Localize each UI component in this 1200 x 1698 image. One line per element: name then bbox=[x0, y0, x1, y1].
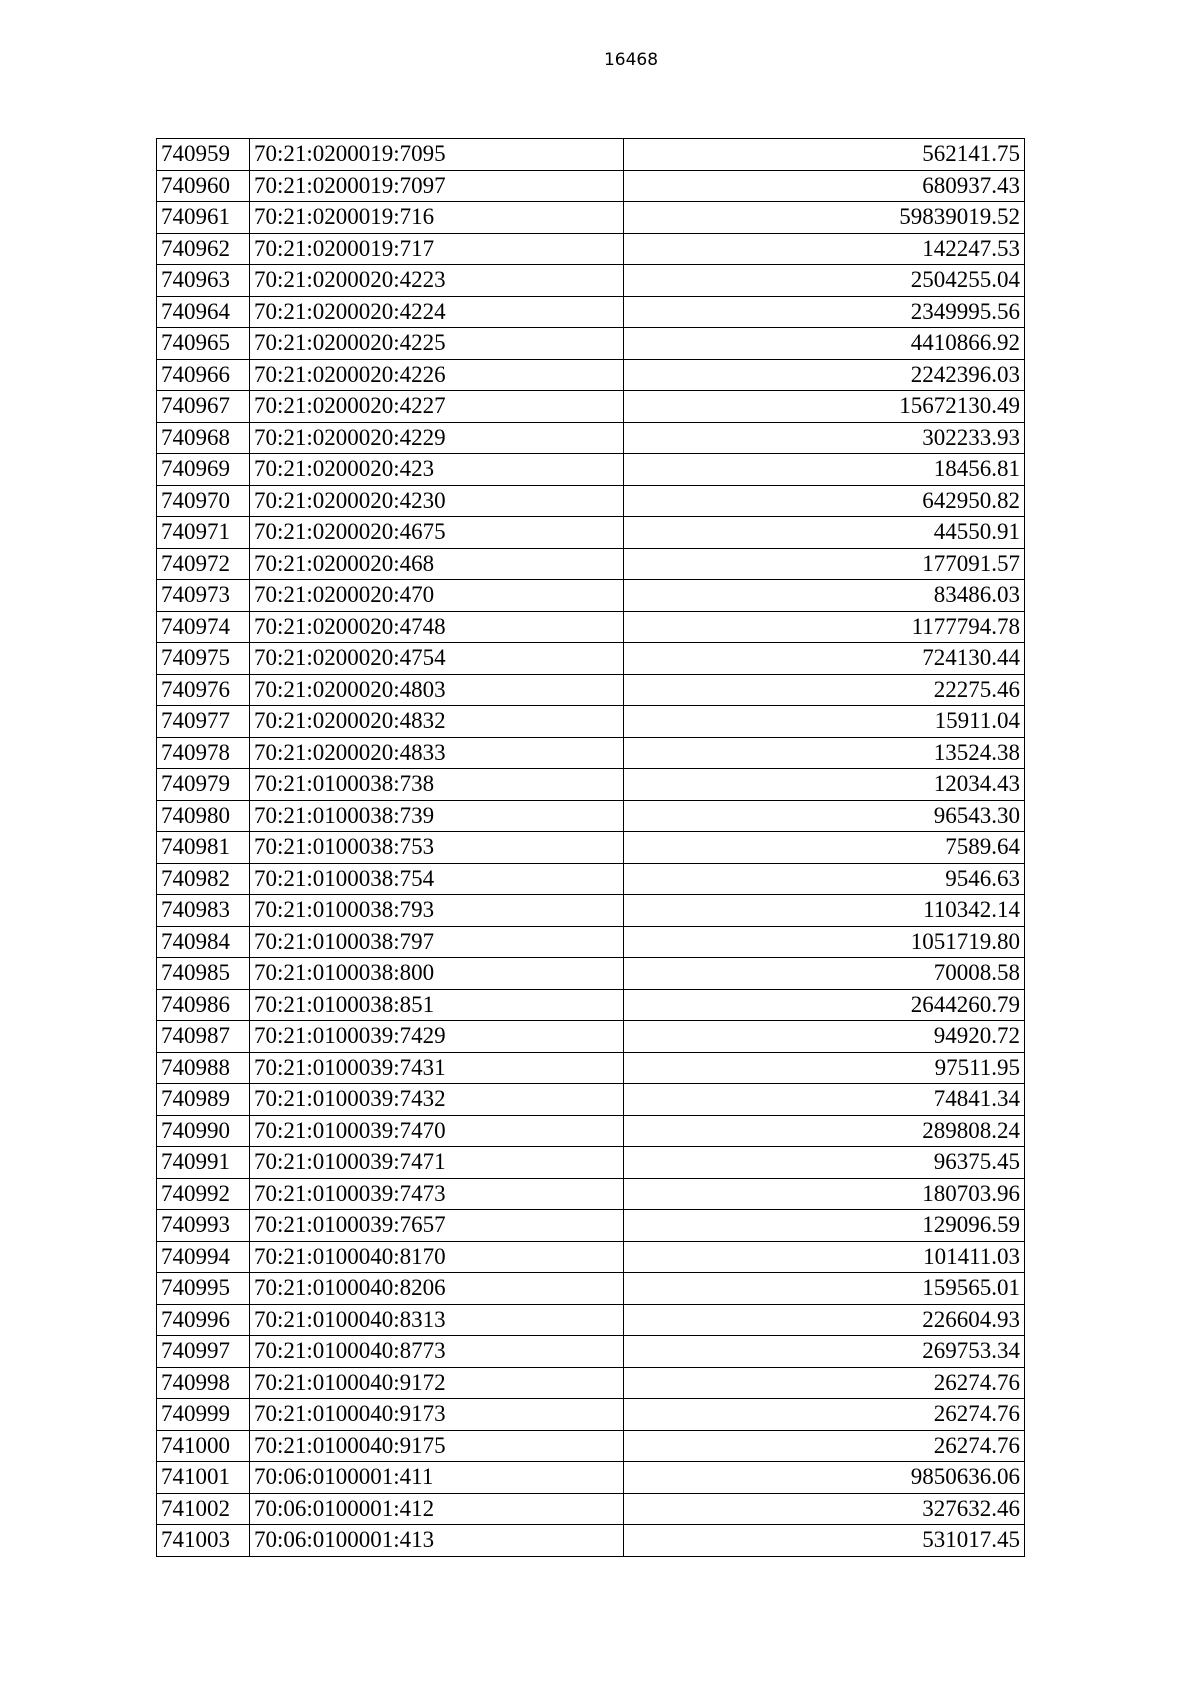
row-number-cell: 740988 bbox=[157, 1052, 250, 1084]
table-row bbox=[157, 674, 1025, 706]
cadastral-number-cell: 70:21:0100039:7429 bbox=[250, 1021, 624, 1053]
table-row bbox=[157, 1052, 1025, 1084]
value-cell: 96375.45 bbox=[624, 1147, 1025, 1179]
cadastral-number-cell: 70:21:0200020:423 bbox=[250, 454, 624, 486]
cadastral-number-cell: 70:21:0100039:7657 bbox=[250, 1210, 624, 1242]
table-row bbox=[157, 359, 1025, 391]
value-cell: 269753.34 bbox=[624, 1336, 1025, 1368]
table-row bbox=[157, 895, 1025, 927]
cadastral-number-cell: 70:21:0200019:717 bbox=[250, 233, 624, 265]
value-cell: 724130.44 bbox=[624, 643, 1025, 675]
value-cell: 680937.43 bbox=[624, 170, 1025, 202]
cadastral-number-cell: 70:21:0100038:793 bbox=[250, 895, 624, 927]
table-row bbox=[157, 391, 1025, 423]
row-number-cell: 740984 bbox=[157, 926, 250, 958]
table-row bbox=[157, 926, 1025, 958]
row-number-cell: 740998 bbox=[157, 1367, 250, 1399]
row-number-cell: 740980 bbox=[157, 800, 250, 832]
cadastral-number-cell: 70:21:0200020:4223 bbox=[250, 265, 624, 297]
table-row bbox=[157, 706, 1025, 738]
table-row bbox=[157, 989, 1025, 1021]
value-cell: 2242396.03 bbox=[624, 359, 1025, 391]
value-cell: 18456.81 bbox=[624, 454, 1025, 486]
value-cell: 9546.63 bbox=[624, 863, 1025, 895]
cadastral-number-cell: 70:21:0100040:8313 bbox=[250, 1304, 624, 1336]
value-cell: 2644260.79 bbox=[624, 989, 1025, 1021]
value-cell: 15672130.49 bbox=[624, 391, 1025, 423]
row-number-cell: 740969 bbox=[157, 454, 250, 486]
row-number-cell: 740993 bbox=[157, 1210, 250, 1242]
row-number-cell: 740975 bbox=[157, 643, 250, 675]
value-cell: 26274.76 bbox=[624, 1367, 1025, 1399]
table-row bbox=[157, 202, 1025, 234]
value-cell: 159565.01 bbox=[624, 1273, 1025, 1305]
row-number-cell: 740994 bbox=[157, 1241, 250, 1273]
value-cell: 94920.72 bbox=[624, 1021, 1025, 1053]
table-row bbox=[157, 1493, 1025, 1525]
value-cell: 70008.58 bbox=[624, 958, 1025, 990]
table-row bbox=[157, 1115, 1025, 1147]
value-cell: 226604.93 bbox=[624, 1304, 1025, 1336]
row-number-cell: 740997 bbox=[157, 1336, 250, 1368]
value-cell: 74841.34 bbox=[624, 1084, 1025, 1116]
row-number-cell: 740970 bbox=[157, 485, 250, 517]
cadastral-number-cell: 70:21:0200020:4224 bbox=[250, 296, 624, 328]
table-row bbox=[157, 517, 1025, 549]
table-row bbox=[157, 737, 1025, 769]
table-row bbox=[157, 1178, 1025, 1210]
row-number-cell: 740992 bbox=[157, 1178, 250, 1210]
row-number-cell: 740985 bbox=[157, 958, 250, 990]
row-number-cell: 740981 bbox=[157, 832, 250, 864]
cadastral-number-cell: 70:21:0200019:7097 bbox=[250, 170, 624, 202]
table-row bbox=[157, 1336, 1025, 1368]
cadastral-number-cell: 70:21:0100039:7432 bbox=[250, 1084, 624, 1116]
table-row bbox=[157, 328, 1025, 360]
table-row bbox=[157, 170, 1025, 202]
cadastral-number-cell: 70:21:0100038:753 bbox=[250, 832, 624, 864]
table-row bbox=[157, 1430, 1025, 1462]
cadastral-number-cell: 70:21:0200019:7095 bbox=[250, 139, 624, 171]
cadastral-number-cell: 70:21:0100038:851 bbox=[250, 989, 624, 1021]
row-number-cell: 740968 bbox=[157, 422, 250, 454]
table-row bbox=[157, 580, 1025, 612]
row-number-cell: 741001 bbox=[157, 1462, 250, 1494]
value-cell: 2504255.04 bbox=[624, 265, 1025, 297]
cadastral-number-cell: 70:06:0100001:413 bbox=[250, 1525, 624, 1557]
cadastral-number-cell: 70:21:0200020:4833 bbox=[250, 737, 624, 769]
table-row bbox=[157, 548, 1025, 580]
table-row bbox=[157, 1021, 1025, 1053]
row-number-cell: 740964 bbox=[157, 296, 250, 328]
row-number-cell: 740972 bbox=[157, 548, 250, 580]
cadastral-number-cell: 70:21:0100039:7471 bbox=[250, 1147, 624, 1179]
value-cell: 129096.59 bbox=[624, 1210, 1025, 1242]
table-row bbox=[157, 1210, 1025, 1242]
table-row bbox=[157, 1084, 1025, 1116]
value-cell: 96543.30 bbox=[624, 800, 1025, 832]
cadastral-number-cell: 70:21:0200020:4748 bbox=[250, 611, 624, 643]
value-cell: 531017.45 bbox=[624, 1525, 1025, 1557]
row-number-cell: 740977 bbox=[157, 706, 250, 738]
cadastral-number-cell: 70:21:0100040:9175 bbox=[250, 1430, 624, 1462]
cadastral-number-cell: 70:21:0200020:4225 bbox=[250, 328, 624, 360]
row-number-cell: 740996 bbox=[157, 1304, 250, 1336]
row-number-cell: 740989 bbox=[157, 1084, 250, 1116]
cadastral-number-cell: 70:21:0100038:800 bbox=[250, 958, 624, 990]
value-cell: 327632.46 bbox=[624, 1493, 1025, 1525]
cadastral-number-cell: 70:21:0200020:4229 bbox=[250, 422, 624, 454]
table-row bbox=[157, 296, 1025, 328]
row-number-cell: 740979 bbox=[157, 769, 250, 801]
row-number-cell: 740983 bbox=[157, 895, 250, 927]
cadastral-number-cell: 70:21:0100039:7473 bbox=[250, 1178, 624, 1210]
value-cell: 97511.95 bbox=[624, 1052, 1025, 1084]
value-cell: 59839019.52 bbox=[624, 202, 1025, 234]
value-cell: 302233.93 bbox=[624, 422, 1025, 454]
table-row bbox=[157, 454, 1025, 486]
value-cell: 12034.43 bbox=[624, 769, 1025, 801]
cadastral-number-cell: 70:21:0100038:739 bbox=[250, 800, 624, 832]
row-number-cell: 740990 bbox=[157, 1115, 250, 1147]
value-cell: 83486.03 bbox=[624, 580, 1025, 612]
value-cell: 562141.75 bbox=[624, 139, 1025, 171]
row-number-cell: 740991 bbox=[157, 1147, 250, 1179]
value-cell: 15911.04 bbox=[624, 706, 1025, 738]
value-cell: 26274.76 bbox=[624, 1430, 1025, 1462]
cadastral-number-cell: 70:21:0200020:4227 bbox=[250, 391, 624, 423]
row-number-cell: 740978 bbox=[157, 737, 250, 769]
value-cell: 642950.82 bbox=[624, 485, 1025, 517]
table-row bbox=[157, 611, 1025, 643]
table-row bbox=[157, 233, 1025, 265]
table-row bbox=[157, 863, 1025, 895]
cadastral-number-cell: 70:21:0200020:468 bbox=[250, 548, 624, 580]
cadastral-number-cell: 70:21:0200020:470 bbox=[250, 580, 624, 612]
value-cell: 2349995.56 bbox=[624, 296, 1025, 328]
cadastral-number-cell: 70:21:0100040:8206 bbox=[250, 1273, 624, 1305]
row-number-cell: 740962 bbox=[157, 233, 250, 265]
table-row bbox=[157, 1399, 1025, 1431]
row-number-cell: 740986 bbox=[157, 989, 250, 1021]
value-cell: 1051719.80 bbox=[624, 926, 1025, 958]
row-number-cell: 740967 bbox=[157, 391, 250, 423]
cadastral-number-cell: 70:21:0100040:9173 bbox=[250, 1399, 624, 1431]
row-number-cell: 741002 bbox=[157, 1493, 250, 1525]
row-number-cell: 741000 bbox=[157, 1430, 250, 1462]
row-number-cell: 740966 bbox=[157, 359, 250, 391]
value-cell: 101411.03 bbox=[624, 1241, 1025, 1273]
cadastral-number-cell: 70:21:0100039:7470 bbox=[250, 1115, 624, 1147]
value-cell: 289808.24 bbox=[624, 1115, 1025, 1147]
value-cell: 26274.76 bbox=[624, 1399, 1025, 1431]
table-row bbox=[157, 832, 1025, 864]
value-cell: 7589.64 bbox=[624, 832, 1025, 864]
cadastral-number-cell: 70:21:0100040:9172 bbox=[250, 1367, 624, 1399]
row-number-cell: 740999 bbox=[157, 1399, 250, 1431]
value-cell: 1177794.78 bbox=[624, 611, 1025, 643]
cadastral-number-cell: 70:06:0100001:411 bbox=[250, 1462, 624, 1494]
table-row bbox=[157, 769, 1025, 801]
row-number-cell: 741003 bbox=[157, 1525, 250, 1557]
cadastral-number-cell: 70:21:0100039:7431 bbox=[250, 1052, 624, 1084]
row-number-cell: 740961 bbox=[157, 202, 250, 234]
table-row bbox=[157, 1462, 1025, 1494]
table-row bbox=[157, 139, 1025, 171]
cadastral-number-cell: 70:21:0200020:4226 bbox=[250, 359, 624, 391]
row-number-cell: 740987 bbox=[157, 1021, 250, 1053]
registry-table-body bbox=[157, 139, 1025, 1557]
row-number-cell: 740973 bbox=[157, 580, 250, 612]
value-cell: 4410866.92 bbox=[624, 328, 1025, 360]
row-number-cell: 740976 bbox=[157, 674, 250, 706]
value-cell: 22275.46 bbox=[624, 674, 1025, 706]
row-number-cell: 740982 bbox=[157, 863, 250, 895]
table-row bbox=[157, 1241, 1025, 1273]
table-row bbox=[157, 1525, 1025, 1557]
cadastral-number-cell: 70:21:0200020:4803 bbox=[250, 674, 624, 706]
registry-table bbox=[156, 138, 1025, 1557]
value-cell: 142247.53 bbox=[624, 233, 1025, 265]
table-row bbox=[157, 1273, 1025, 1305]
cadastral-number-cell: 70:21:0100038:754 bbox=[250, 863, 624, 895]
row-number-cell: 740971 bbox=[157, 517, 250, 549]
cadastral-number-cell: 70:21:0200020:4675 bbox=[250, 517, 624, 549]
table-row bbox=[157, 422, 1025, 454]
table-row bbox=[157, 265, 1025, 297]
cadastral-number-cell: 70:21:0100038:797 bbox=[250, 926, 624, 958]
table-row bbox=[157, 800, 1025, 832]
value-cell: 9850636.06 bbox=[624, 1462, 1025, 1494]
page-number: 16468 bbox=[603, 50, 659, 70]
table-row bbox=[157, 1147, 1025, 1179]
cadastral-number-cell: 70:21:0200020:4230 bbox=[250, 485, 624, 517]
cadastral-number-cell: 70:21:0100040:8773 bbox=[250, 1336, 624, 1368]
row-number-cell: 740995 bbox=[157, 1273, 250, 1305]
row-number-cell: 740959 bbox=[157, 139, 250, 171]
table-row bbox=[157, 485, 1025, 517]
cadastral-number-cell: 70:21:0200020:4832 bbox=[250, 706, 624, 738]
cadastral-number-cell: 70:21:0200019:716 bbox=[250, 202, 624, 234]
value-cell: 177091.57 bbox=[624, 548, 1025, 580]
cadastral-number-cell: 70:06:0100001:412 bbox=[250, 1493, 624, 1525]
row-number-cell: 740974 bbox=[157, 611, 250, 643]
value-cell: 110342.14 bbox=[624, 895, 1025, 927]
table-row bbox=[157, 958, 1025, 990]
cadastral-number-cell: 70:21:0100040:8170 bbox=[250, 1241, 624, 1273]
value-cell: 13524.38 bbox=[624, 737, 1025, 769]
cadastral-number-cell: 70:21:0200020:4754 bbox=[250, 643, 624, 675]
row-number-cell: 740965 bbox=[157, 328, 250, 360]
table-row bbox=[157, 1367, 1025, 1399]
table-row bbox=[157, 643, 1025, 675]
cadastral-number-cell: 70:21:0100038:738 bbox=[250, 769, 624, 801]
row-number-cell: 740963 bbox=[157, 265, 250, 297]
row-number-cell: 740960 bbox=[157, 170, 250, 202]
table-row bbox=[157, 1304, 1025, 1336]
value-cell: 44550.91 bbox=[624, 517, 1025, 549]
value-cell: 180703.96 bbox=[624, 1178, 1025, 1210]
